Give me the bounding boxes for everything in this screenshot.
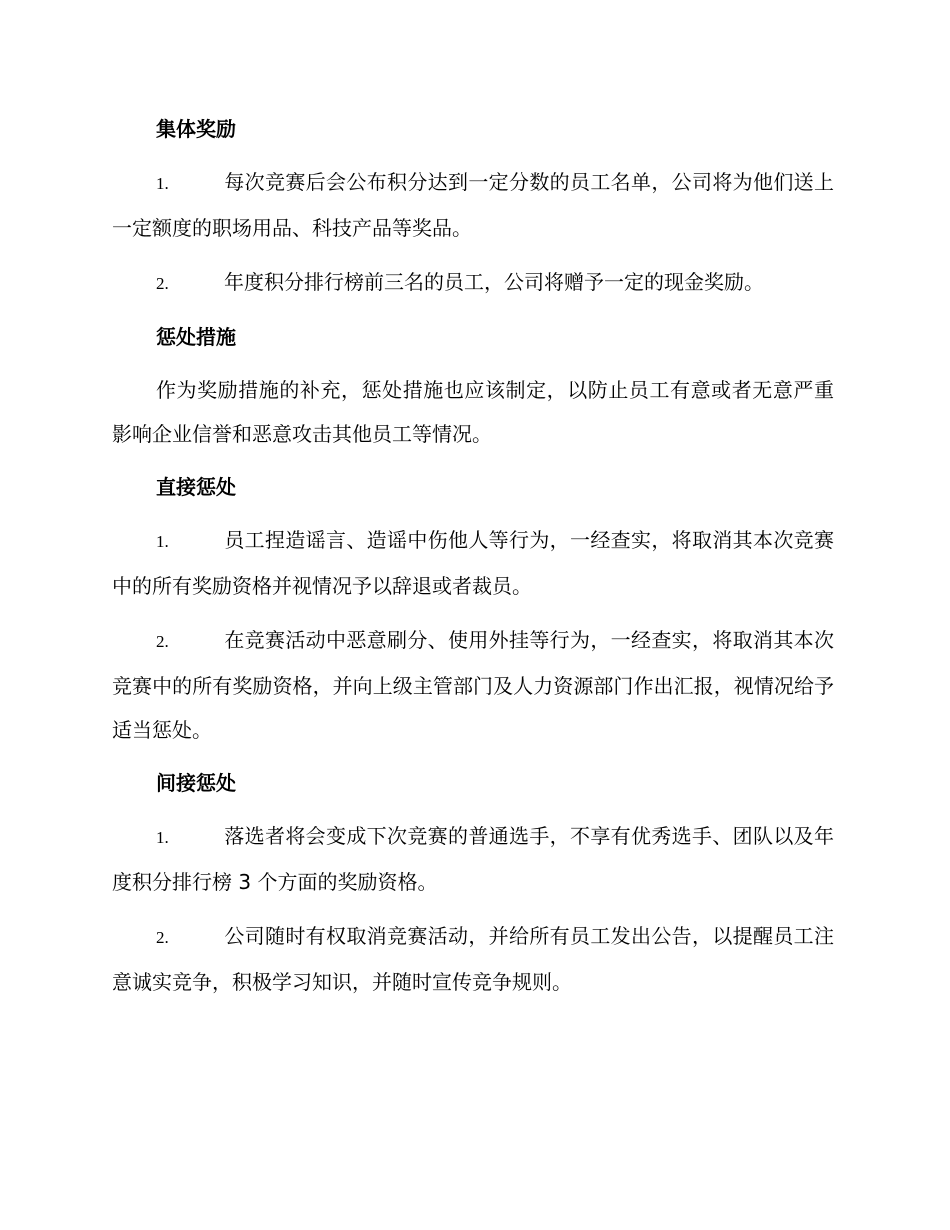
list-item: [112, 160, 834, 250]
list-item: [112, 618, 834, 752]
list-item-number: 1.: [156, 532, 169, 551]
document-content: [112, 108, 834, 1014]
list-item-number: 1.: [156, 174, 169, 193]
list-item-text: 每次竞赛后会公布积分达到一定分数的员工名单，公司将为他们送上一定额度的职场用品、科技产品等奖品。: [112, 170, 834, 240]
list-item: [112, 814, 834, 904]
section-heading-penalty-measures: 惩处措施: [156, 325, 236, 349]
list-item-text: 公司随时有权取消竞赛活动，并给所有员工发出公告，以提醒员工注意诚实竞争，积极学习知识，并随时宣传竞争规则。: [112, 924, 834, 994]
list-item: [112, 914, 834, 1004]
section-heading-direct-penalty: 直接惩处: [156, 475, 236, 499]
list-item-number: 1.: [156, 828, 169, 847]
list-item-text: 年度积分排行榜前三名的员工，公司将赠予一定的现金奖励。: [224, 270, 764, 294]
section-heading-indirect-penalty: 间接惩处: [156, 771, 236, 795]
section-heading-collective-rewards: 集体奖励: [156, 117, 236, 141]
list-item-text: 落选者将会变成下次竞赛的普通选手，不享有优秀选手、团队以及年度积分排行榜 3 个方面的奖励资格。: [112, 824, 834, 894]
list-item: [112, 518, 834, 608]
list-item-number: 2.: [156, 928, 169, 947]
list-item-text: 员工捏造谣言、造谣中伤他人等行为，一经查实，将取消其本次竞赛中的所有奖励资格并视情况予以辞退或者裁员。: [112, 528, 834, 598]
list-item: [112, 260, 834, 306]
list-item-text: 在竞赛活动中恶意刷分、使用外挂等行为，一经查实，将取消其本次竞赛中的所有奖励资格，并向上级主管部门及人力资源部门作出汇报，视情况给予适当惩处。: [112, 628, 834, 742]
list-item-number: 2.: [156, 632, 169, 651]
body-paragraph: 作为奖励措施的补充，惩处措施也应该制定，以防止员工有意或者无意严重影响企业信誉和恶意攻击其他员工等情况。: [112, 378, 834, 446]
list-item-number: 2.: [156, 274, 169, 293]
